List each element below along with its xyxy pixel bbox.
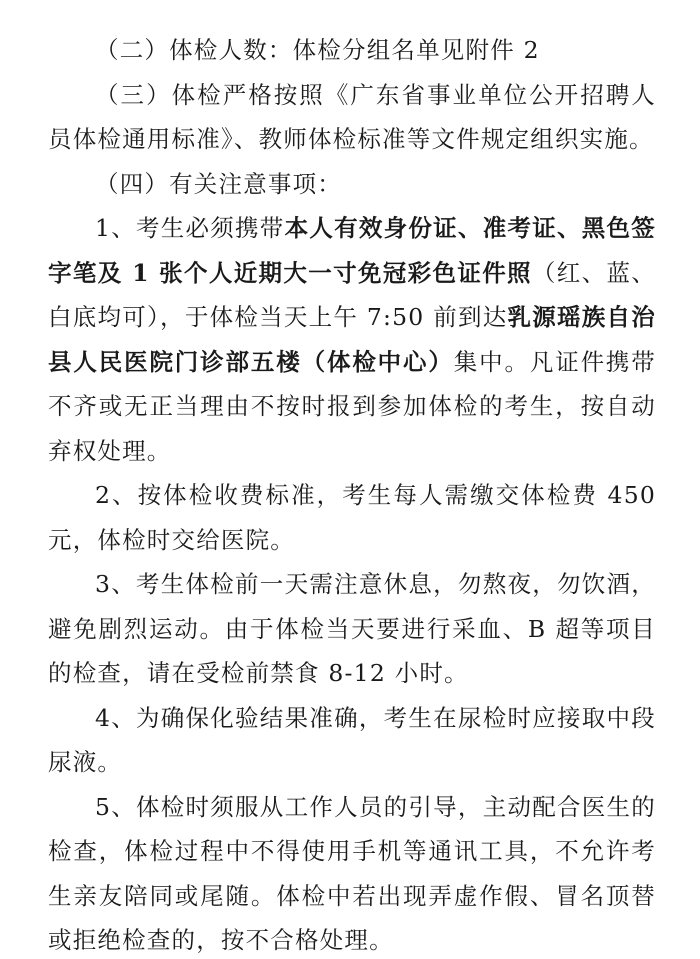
- item-1-bold-documents: 本人有效身份证、准考证、黑色签字笔及 1 张个人近期大一寸免冠彩色证件照: [48, 214, 656, 287]
- section-four: （四）有关注意事项：: [95, 169, 342, 198]
- item-2: 2、按体检收费标准，考生每人需缴交体检费 450 元，体检时交给医院。: [48, 481, 656, 554]
- item-5: 5、体检时须服从工作人员的引导，主动配合医生的检查，体检过程中不得使用手机等通讯工具，不允许考生亲友陪同或尾随。体检中若出现弄虚作假、冒名顶替或拒绝检查的，按不合格处理。: [48, 792, 656, 954]
- item-1-bold-location: 乳源瑶族自治县人民医院门诊部五楼（体检中心）: [48, 303, 656, 376]
- item-3: 3、考生体检前一天需注意休息，勿熬夜，勿饮酒，避免剧烈运动。由于体检当天要进行采血、B 超等项目的检查，请在受检前禁食 8-12 小时。: [48, 570, 656, 687]
- item-1-suffix: 集中。凡证件携带不齐或无正当理由不按时报到参加体检的考生，按自动弃权处理。: [48, 347, 656, 465]
- section-two: （二）体检人数：体检分组名单见附件 2: [95, 36, 540, 64]
- item-4: 4、为确保化验结果准确，考生在尿检时应接取中段尿液。: [48, 703, 656, 776]
- item-1-prefix: 1、考生必须携带: [95, 214, 285, 242]
- section-three: （三）体检严格按照《广东省事业单位公开招聘人员体检通用标准》、教师体检标准等文件规定组织实施。: [48, 80, 656, 153]
- item-1: [48, 206, 656, 473]
- item-1-middle: （红、蓝、白底均可），于体检当天上午 7:50 前到达: [48, 258, 657, 331]
